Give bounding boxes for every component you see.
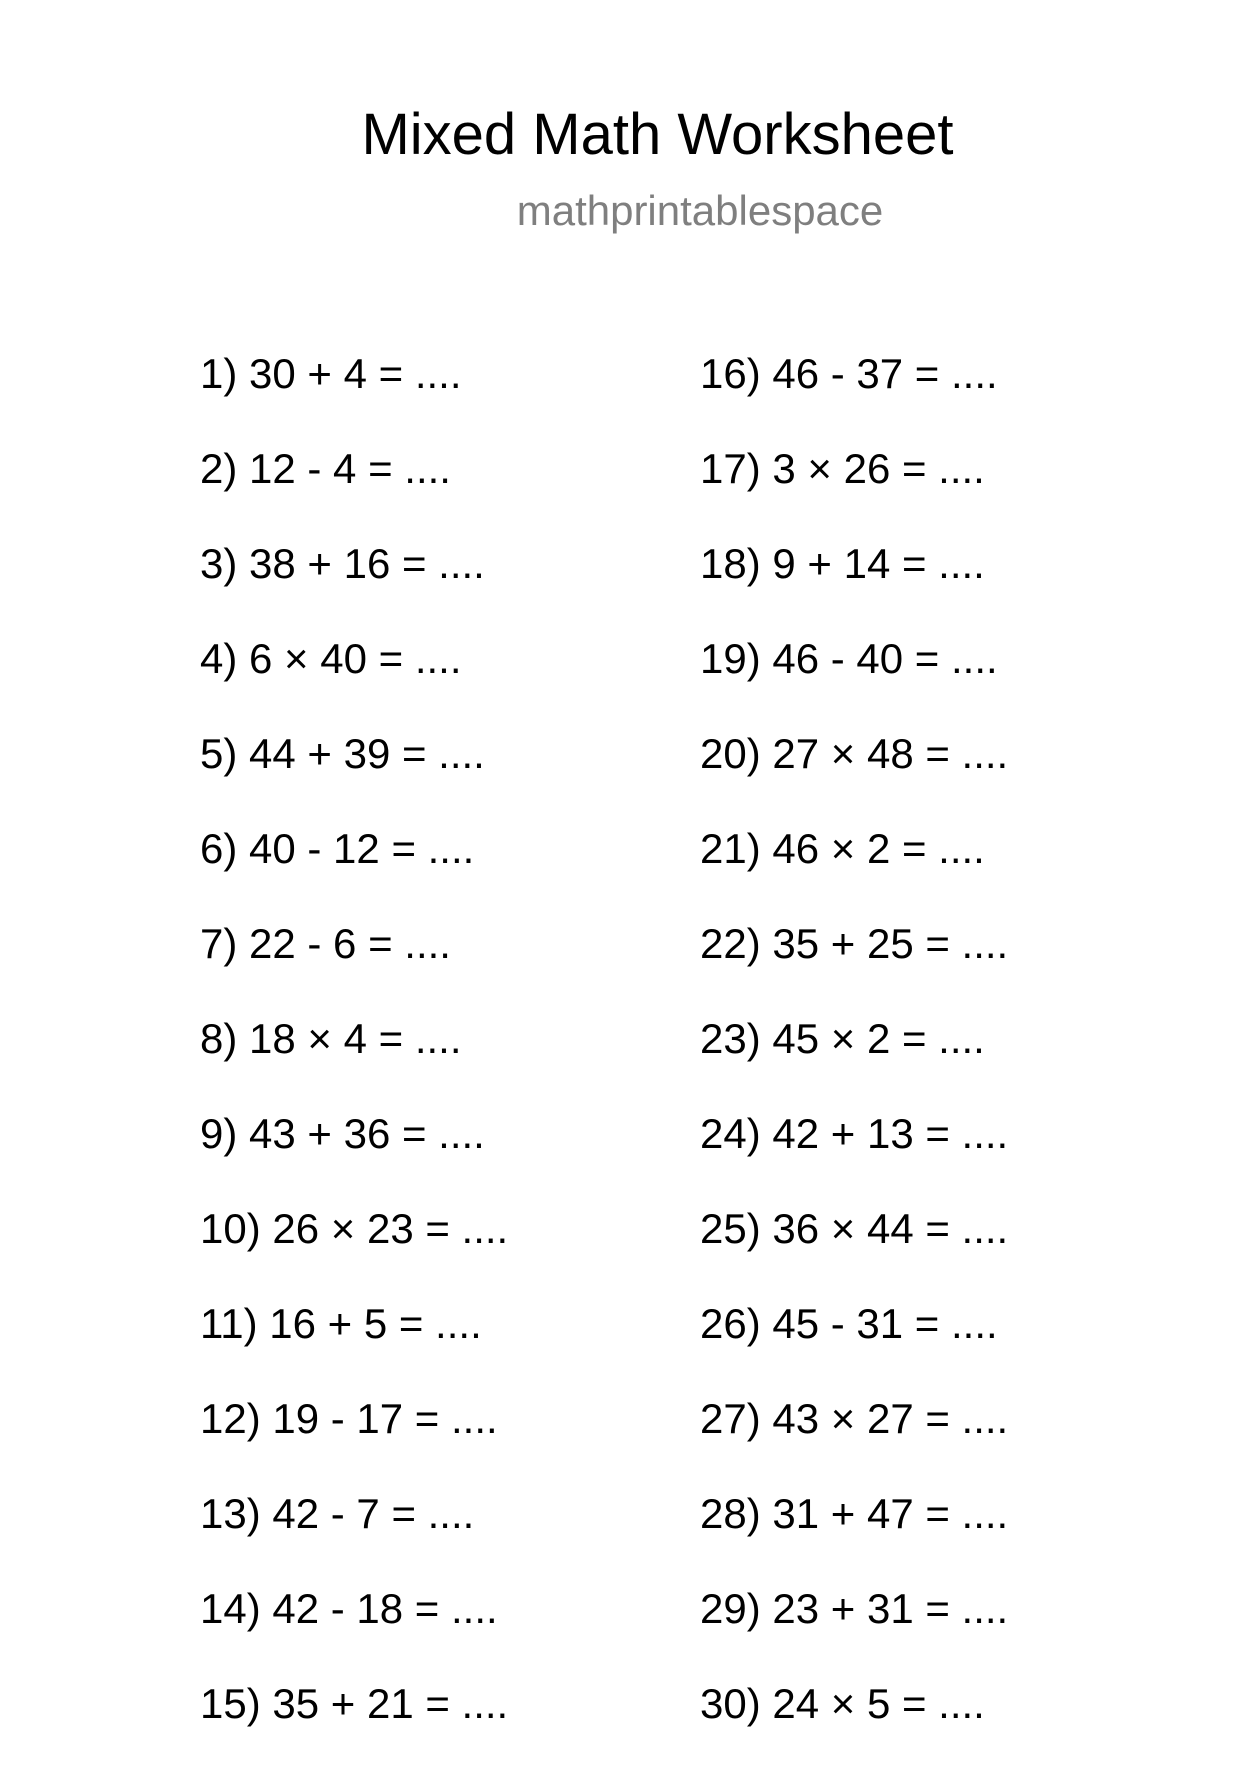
problem-item: 6) 40 - 12 = .... (200, 825, 475, 872)
problem-item: 2) 12 - 4 = .... (200, 445, 451, 492)
problem-item: 28) 31 + 47 = .... (700, 1490, 1009, 1537)
problem-item: 8) 18 × 4 = .... (200, 1015, 462, 1062)
problem-item: 15) 35 + 21 = .... (200, 1680, 509, 1727)
source-subtitle: mathprintablespace (516, 187, 884, 234)
problem-item: 30) 24 × 5 = .... (700, 1680, 985, 1727)
problem-item: 7) 22 - 6 = .... (200, 920, 451, 967)
problem-item: 23) 45 × 2 = .... (700, 1015, 985, 1062)
problem-item: 17) 3 × 26 = .... (700, 445, 985, 492)
problem-item: 21) 46 × 2 = .... (700, 825, 985, 872)
problem-column-left (200, 349, 508, 1774)
problem-item: 10) 26 × 23 = .... (200, 1205, 509, 1252)
page-title: Mixed Math Worksheet (361, 102, 954, 167)
problem-item: 20) 27 × 48 = .... (700, 730, 1009, 777)
problem-item: 1) 30 + 4 = .... (200, 350, 462, 397)
problem-item: 19) 46 - 40 = .... (700, 635, 998, 682)
problem-item: 27) 43 × 27 = .... (700, 1395, 1009, 1442)
problem-item: 9) 43 + 36 = .... (200, 1110, 485, 1157)
problem-item: 29) 23 + 31 = .... (700, 1585, 1009, 1632)
problem-item: 3) 38 + 16 = .... (200, 540, 485, 587)
problem-column-right (700, 349, 1008, 1774)
problem-item: 26) 45 - 31 = .... (700, 1300, 998, 1347)
problem-item: 5) 44 + 39 = .... (200, 730, 485, 777)
problem-item: 24) 42 + 13 = .... (700, 1110, 1009, 1157)
problem-item: 4) 6 × 40 = .... (200, 635, 462, 682)
problem-item: 25) 36 × 44 = .... (700, 1205, 1009, 1252)
problem-item: 14) 42 - 18 = .... (200, 1585, 498, 1632)
problem-item: 12) 19 - 17 = .... (200, 1395, 498, 1442)
problem-item: 11) 16 + 5 = .... (200, 1300, 482, 1347)
problem-item: 16) 46 - 37 = .... (700, 350, 998, 397)
problem-item: 22) 35 + 25 = .... (700, 920, 1009, 967)
problem-item: 18) 9 + 14 = .... (700, 540, 985, 587)
problem-item: 13) 42 - 7 = .... (200, 1490, 475, 1537)
